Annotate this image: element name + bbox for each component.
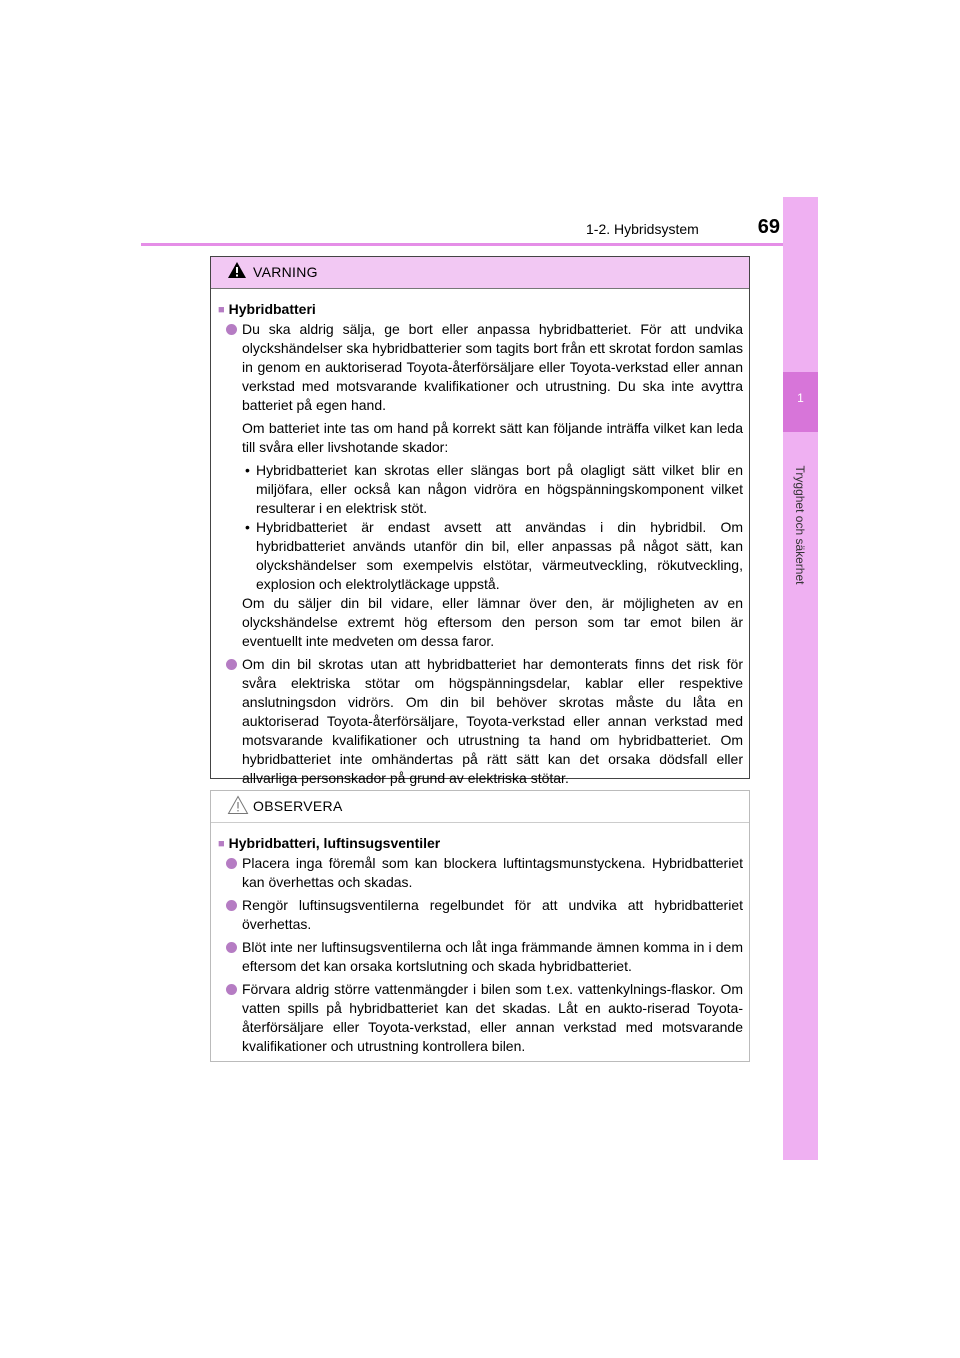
warning-box-header — [211, 257, 749, 289]
warning-label: VARNING — [253, 264, 318, 280]
chapter-number: 1 — [797, 391, 804, 405]
notice-item — [218, 938, 743, 976]
dot-bullet-icon: • — [245, 462, 250, 478]
section-title: 1-2. Hybridsystem — [586, 221, 699, 237]
circle-bullet-icon — [226, 900, 237, 911]
dot-bullet-icon: • — [245, 519, 250, 535]
notice-section-title: Hybridbatteri, luftinsugsventiler — [228, 835, 441, 851]
notice-item — [218, 980, 743, 1056]
circle-bullet-icon — [226, 324, 237, 335]
warning-sub-bullet-text: Hybridbatteriet är endast avsett att användas i din hybridbil. Om hybridbatteriet används utanför din bil, eller anpassas på något sätt, kan olyckshändelser som exempelvis elstötar, värmeutveckling, rökutveckling, explosion och elektrolytläckage uppstå. — [256, 519, 743, 592]
warning-item — [218, 320, 743, 415]
circle-bullet-icon — [226, 858, 237, 869]
square-bullet-icon: ■ — [218, 838, 225, 850]
warning-section-heading — [218, 301, 743, 317]
warning-paragraph: Om batteriet inte tas om hand på korrekt sätt kan följande inträffa vilket kan leda till svåra eller livshotande skador: — [242, 420, 743, 455]
notice-item — [218, 896, 743, 934]
chapter-title: Trygghet och säkerhet — [793, 465, 807, 585]
warning-item-text: Du ska aldrig sälja, ge bort eller anpassa hybridbatteriet. För att undvika olyckshändelser ska hybridbatterier som tagits bort från ett skrotat fordon samlas in genom en auktoriserad Toyota-återförsäljare eller Toyota-verkstad eller annan verkstad med motsvarande kvalifikationer och utrustning. Du ska inte avyttra batteriet på egen hand. — [242, 321, 743, 413]
notice-item — [218, 854, 743, 892]
square-bullet-icon: ■ — [218, 304, 225, 316]
notice-box-header — [211, 791, 749, 823]
notice-item-text: Placera inga föremål som kan blockera luftintagsmunstyckena. Hybridbatteriet kan överhettas och skadas. — [242, 855, 743, 890]
notice-item-text: Förvara aldrig större vattenmängder i bilen som t.ex. vattenkylnings-flaskor. Om vatten spills på hybridbatteriet kan det skadas. Låt en aukto-riserad Toyota-återförsäljare eller Toyota-verkstad, eller annan verkstad med motsvarande kvalifikationer och utrustning kontrollera bilen. — [242, 981, 743, 1054]
warning-sub-bullet-text: Hybridbatteriet kan skrotas eller slängas bort på olagligt sätt vilket blir en miljöfara, eller också kan någon vidröra en högspänningskomponent vilket resulterar i en elektrisk stöt. — [256, 462, 743, 516]
caution-triangle-icon — [227, 795, 249, 820]
warning-sub-bullet — [218, 461, 743, 518]
warning-section-title: Hybridbatteri — [228, 301, 316, 317]
header-rule — [141, 243, 818, 246]
warning-item — [218, 655, 743, 788]
warning-paragraph: Om du säljer din bil vidare, eller lämnar över den, är möjligheten av en olyckshändelse extremt hög eftersom den person som tar emot bilen är eventuellt inte medveten om dessa faror. — [242, 595, 743, 649]
notice-label: OBSERVERA — [253, 798, 343, 814]
warning-sub-bullet — [218, 518, 743, 594]
side-tab-background — [783, 197, 818, 1160]
page-number: 69 — [757, 216, 780, 238]
warning-item-text: Om din bil skrotas utan att hybridbatteriet har demonterats finns det risk för svåra elektriska stötar om högspänningsdelar, kablar eller respektive anslutningsdon vidrörs. Om din bil behöver skrotas måste du låta en auktoriserad Toyota-återförsäljare, Toyota-verkstad eller annan verkstad med motsvarande kvalifikationer och utrustning ta hand om hybridbatteriet. Om hybridbatteriet inte omhändertas på rätt sätt kan det orsaka dödsfall eller allvarliga personskador på grund av elektriska stötar. — [242, 656, 743, 786]
notice-item-text: Rengör luftinsugsventilerna regelbundet för att undvika att hybridbatteriet överhettas. — [242, 897, 743, 932]
warning-triangle-icon — [227, 261, 247, 284]
circle-bullet-icon — [226, 984, 237, 995]
warning-box — [210, 256, 750, 786]
circle-bullet-icon — [226, 659, 237, 670]
notice-section-heading — [218, 835, 743, 851]
notice-box — [210, 790, 750, 1062]
notice-item-text: Blöt inte ner luftinsugsventilerna och låt inga främmande ämnen komma in i dem eftersom det kan orsaka kortslutning och skada hybridbatteriet. — [242, 939, 743, 974]
circle-bullet-icon — [226, 942, 237, 953]
